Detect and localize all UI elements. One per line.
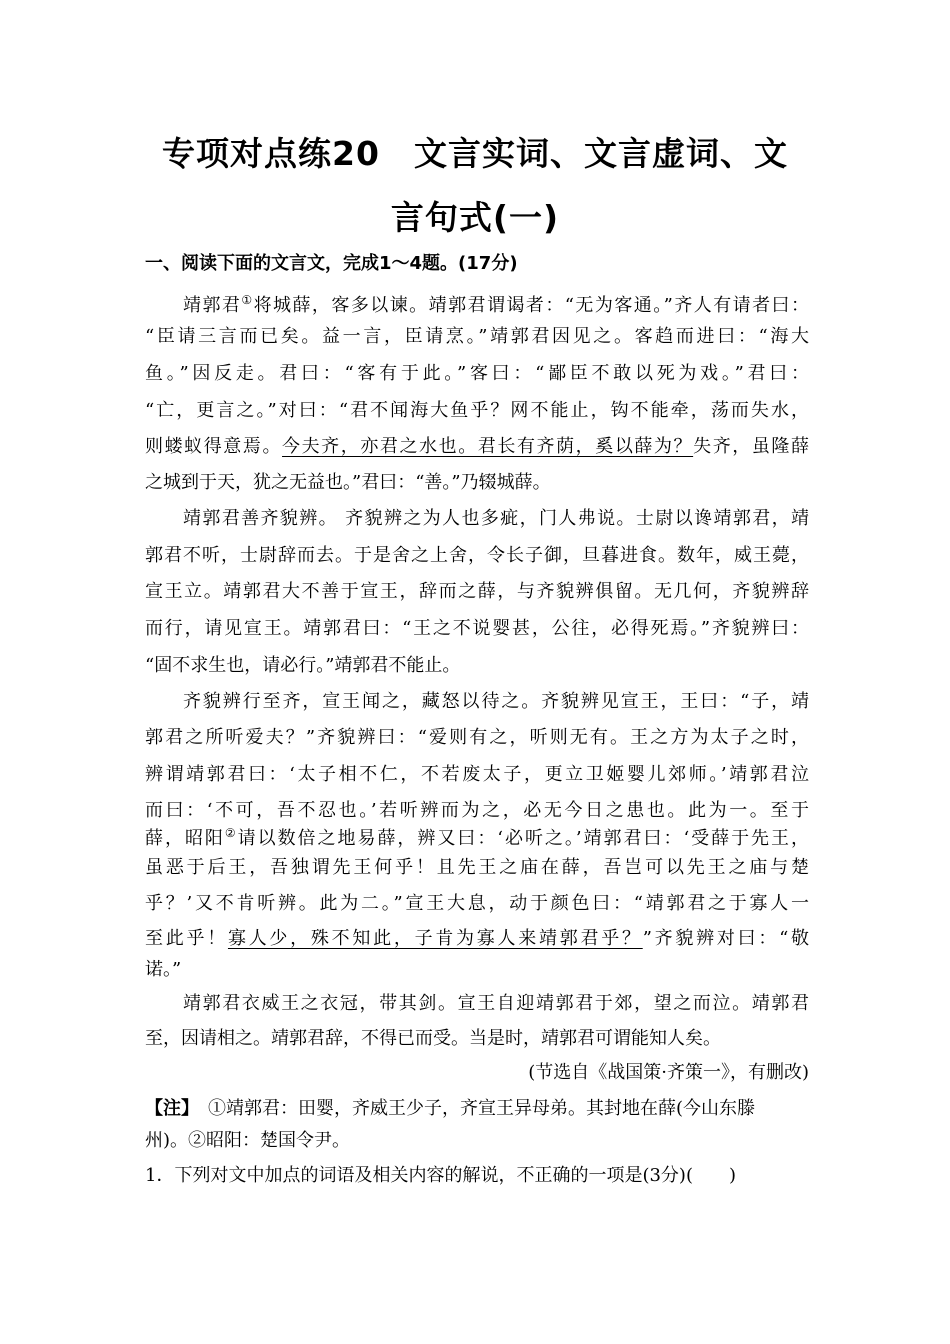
passage-line [145, 434, 809, 460]
passage-line: 虽恶于后王，吾独谓先王何乎！且先王之庙在薛，吾岂可以先王之庙与楚 [145, 857, 809, 878]
footnote-marker: ① [241, 293, 254, 307]
underlined-sentence: 今夫齐，亦君之水也。君长有齐荫，奚以薛为？ [282, 436, 694, 457]
passage-line: 靖郭君衣威王之衣冠，带其剑。宣王自迎靖郭君于郊，望之而泣。靖郭君 [183, 993, 809, 1014]
section-heading: 一、阅读下面的文言文，完成1～4题。(17分) [145, 253, 518, 274]
passage-line: “臣请三言而已矣。益一言，臣请烹。”靖郭君因见之。客趋而进曰：“海大 [145, 326, 809, 347]
passage-text: ”齐貌辨对曰：“敬 [642, 928, 810, 949]
passage-line: “亡，更言之。”对曰：“君不闻海大鱼乎？网不能止，钩不能牵，荡而失水， [145, 400, 809, 421]
passage-line: 齐貌辨行至齐，宣王闻之，藏怒以待之。齐貌辨见宣王，王曰：“子，靖 [183, 691, 809, 712]
passage-text: 请以数倍之地易薛，辨又曰：‘必听之。’靖郭君曰：‘受薛于先王， [237, 828, 809, 849]
passage-line: 至，因请相之。靖郭君辞，不得已而受。当是时，靖郭君可谓能知人矣。 [145, 1028, 721, 1049]
footnote-marker: ② [224, 826, 238, 840]
passage-line: 宣王立。靖郭君大不善于宣王，辞而之薛，与齐貌辨俱留。无几何，齐貌辨辞 [145, 581, 809, 602]
page-title-line-1: 专项对点练20 文言实词、文言虚词、文 [162, 134, 788, 173]
passage-line: 鱼。”因反走。君曰：“客有于此。”客曰：“鄙臣不敢以死为戏。”君曰： [145, 363, 809, 384]
passage-line [145, 820, 809, 849]
page-title-line-2: 言句式(一) [390, 198, 560, 237]
passage-text: 失齐，虽隆薛 [693, 436, 810, 457]
passage-line [183, 287, 810, 316]
passage-line: “固不求生也，请必行。”靖郭君不能止。 [145, 655, 461, 676]
source-citation: (节选自《战国策·齐策一》，有删改) [528, 1062, 809, 1083]
passage-line: 郭君不听，士尉辞而去。于是舍之上舍，令长子御，旦暮进食。数年，威王薨， [145, 545, 809, 566]
passage-line: 郭君之所听爱夫？”齐貌辨曰：“爱则有之，听则无有。王之方为太子之时， [145, 727, 809, 748]
notes-line: 州)。②昭阳：楚国令尹。 [145, 1130, 351, 1151]
passage-line: 乎？’又不肯听辨。此为二。”宣王大息，动于颜色曰：“靖郭君之于寡人一 [145, 893, 809, 914]
passage-text: 薛，昭阳 [145, 828, 225, 849]
passage-line: 诺。” [145, 959, 182, 980]
notes-line [145, 1096, 809, 1122]
passage-text: 靖郭君 [183, 295, 242, 316]
passage-line: 而行，请见宣王。靖郭君曰：“王之不说婴甚，公往，必得死焉。”齐貌辨曰： [145, 618, 809, 639]
passage-line: 靖郭君善齐貌辨。 齐貌辨之为人也多疵，门人弗说。士尉以谗靖郭君，靖 [183, 508, 809, 529]
question-1: 1．下列对文中加点的词语及相关内容的解说，不正确的一项是(3分)( ) [145, 1165, 736, 1186]
notes-text: ①靖郭君：田婴，齐威王少子，齐宣王异母弟。其封地在薛(今山东滕 [190, 1098, 756, 1119]
underlined-sentence: 寡人少，殊不知此，子肯为寡人来靖郭君乎？ [227, 928, 643, 949]
passage-line [145, 926, 809, 952]
passage-line: 之城到于天，犹之无益也。”君曰：“善。”乃辍城薛。 [145, 472, 551, 493]
notes-label: 【注】 [145, 1098, 190, 1119]
passage-text: 将城薛，客多以谏。靖郭君谓谒者：“无为客通。”齐人有请者曰： [253, 295, 810, 316]
passage-text: 则蝼蚁得意焉。 [145, 436, 283, 457]
passage-line: 辨谓靖郭君曰：‘太子相不仁，不若废太子，更立卫姬婴儿郊师。’靖郭君泣 [145, 764, 809, 785]
passage-line: 而曰：‘不可，吾不忍也。’若听辨而为之，必无今日之患也。此为一。至于 [145, 800, 809, 821]
passage-text: 至此乎！ [145, 928, 228, 949]
